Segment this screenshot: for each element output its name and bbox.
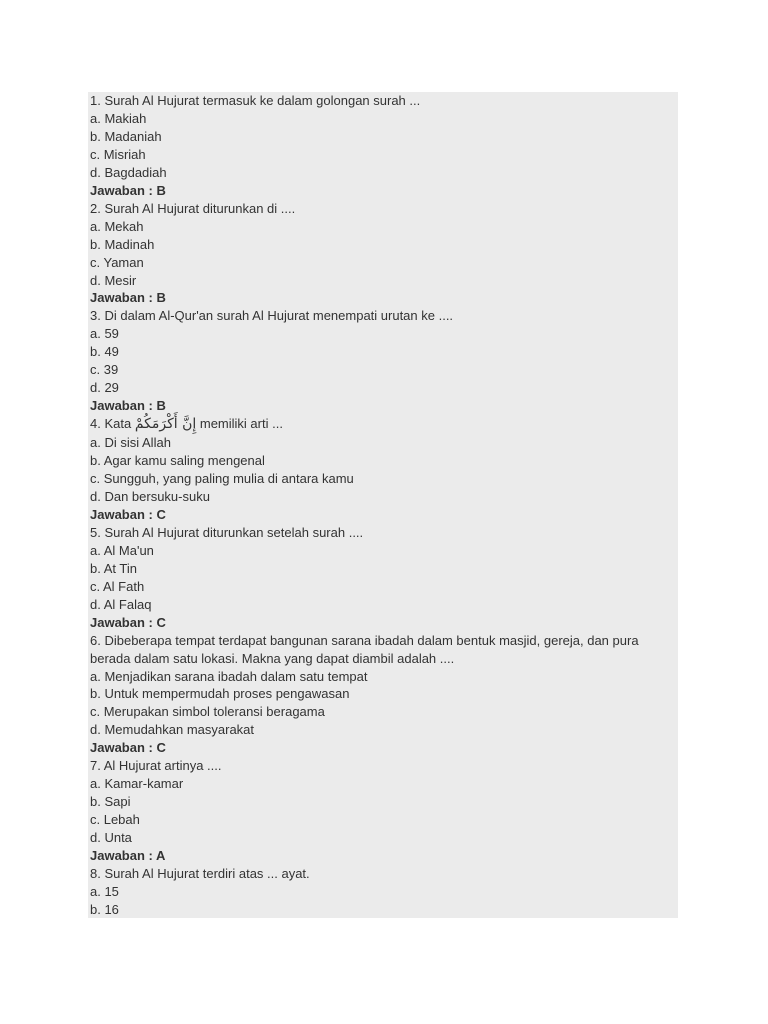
answer-key: Jawaban : A — [90, 848, 166, 864]
option-c: c. Merupakan simbol toleransi beragama — [90, 704, 325, 720]
option-d: d. Unta — [90, 830, 132, 846]
option-d: d. Mesir — [90, 272, 137, 288]
option-c: c. Yaman — [90, 254, 144, 270]
quiz-content — [88, 92, 678, 918]
option-b: b. Madaniah — [90, 128, 162, 144]
option-c: c. 39 — [90, 362, 119, 378]
question-text: 5. Surah Al Hujurat diturunkan setelah surah .... — [90, 524, 364, 540]
option-c: c. Misriah — [90, 146, 146, 162]
question-text: 3. Di dalam Al-Qur'an surah Al Hujurat menempati urutan ke .... — [90, 308, 454, 324]
option-c: c. Sungguh, yang paling mulia di antara kamu — [90, 471, 354, 487]
option-c: c. Al Fath — [90, 578, 145, 594]
option-a: a. Di sisi Allah — [90, 435, 171, 451]
option-b: b. At Tin — [90, 560, 137, 576]
arabic-phrase: إِنَّ أَكْرَمَكُمْ — [134, 416, 197, 433]
question-text: 8. Surah Al Hujurat terdiri atas ... ayat. — [90, 865, 310, 881]
question-text: 7. Al Hujurat artinya .... — [90, 758, 222, 774]
option-b: b. Untuk mempermudah proses pengawasan — [90, 686, 350, 702]
question-suffix: memiliki arti ... — [196, 416, 283, 432]
option-b: b. 49 — [90, 344, 119, 360]
option-a: a. Menjadikan sarana ibadah dalam satu tempat — [90, 668, 368, 684]
option-a: a. Al Ma'un — [90, 542, 154, 558]
option-d: d. Dan bersuku-suku — [90, 488, 210, 504]
option-a: a. 15 — [90, 883, 119, 899]
option-b: b. 16 — [90, 901, 119, 917]
question-text: 1. Surah Al Hujurat termasuk ke dalam golongan surah ... — [90, 93, 421, 108]
answer-key: Jawaban : B — [90, 398, 166, 414]
answer-key: Jawaban : C — [90, 506, 166, 522]
question-text — [90, 415, 676, 434]
answer-key: Jawaban : B — [90, 182, 166, 198]
option-a: a. 59 — [90, 326, 119, 342]
option-c: c. Lebah — [90, 812, 140, 828]
answer-key: Jawaban : B — [90, 290, 166, 306]
question-prefix: 4. Kata — [90, 416, 135, 432]
option-d: d. 29 — [90, 380, 119, 396]
option-b: b. Madinah — [90, 236, 155, 252]
option-b: b. Agar kamu saling mengenal — [90, 453, 265, 469]
option-a: a. Makiah — [90, 110, 147, 126]
answer-key: Jawaban : C — [90, 740, 166, 756]
option-a: a. Kamar-kamar — [90, 776, 184, 792]
question-text: 2. Surah Al Hujurat diturunkan di .... — [90, 200, 296, 216]
option-d: d. Bagdadiah — [90, 164, 167, 180]
answer-key: Jawaban : C — [90, 614, 166, 630]
option-d: d. Memudahkan masyarakat — [90, 722, 255, 738]
option-b: b. Sapi — [90, 794, 131, 810]
question-text: 6. Dibeberapa tempat terdapat bangunan sarana ibadah dalam bentuk masjid, gereja, dan pura berada dalam satu lokasi. Makna yang dapat diambil adalah .... — [90, 632, 639, 666]
option-a: a. Mekah — [90, 218, 144, 234]
option-d: d. Al Falaq — [90, 596, 152, 612]
